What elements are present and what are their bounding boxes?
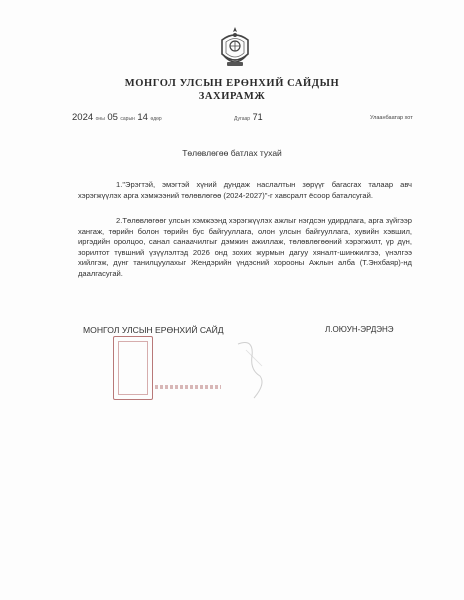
official-stamp-inner	[118, 341, 148, 395]
date-month-label: сарын	[120, 116, 135, 122]
paragraph-1: 1."Эрэгтэй, эмэгтэй хүний дундаж наслалтын зөрүүг багасгах талаар авч хэрэгжүүлэх арга хэмжээний төлөвлөгөө (2024-2027)"-г хавсралт ёсоор баталсугай.	[78, 180, 412, 200]
document-title: Төлөвлөгөө батлах тухай	[182, 148, 282, 158]
decree-number-value: 71	[252, 112, 263, 122]
official-stamp	[113, 336, 153, 400]
date-year: 2024	[72, 112, 94, 123]
signatory-title: МОНГОЛ УЛСЫН ЕРӨНХИЙ САЙД	[83, 325, 224, 335]
issuer-title: МОНГОЛ УЛСЫН ЕРӨНХИЙ САЙДЫН	[124, 78, 340, 89]
state-emblem-icon	[218, 26, 252, 70]
date-day-label: өдөр	[150, 116, 162, 122]
date-year-label: оны	[95, 116, 105, 122]
date-line	[72, 112, 162, 123]
document-type: ЗАХИРАМЖ	[198, 91, 266, 102]
date-month: 05	[107, 112, 118, 123]
stamp-text-line	[155, 385, 221, 389]
signature-mark	[232, 336, 272, 406]
decree-number	[234, 112, 263, 122]
decree-number-label: Дугаар	[234, 116, 251, 122]
issue-place: Улаанбаатар хот	[370, 115, 413, 121]
paragraph-2: 2.Төлөвлөгөөг улсын хэмжээнд хэрэгжүүлэх ажлыг нэгдсэн удирдлага, арга зүйгээр хангаж, төрийн болон төрийн бус байгууллага, олон улсын байгууллага, хувийн хэвшил, иргэдийн оролцоо, санал санаачилгыг дэмжин ажиллаж, төлөвлөгөөний хэрэгжилт, үр дүн, зорилтот түвшний үзүүлэлтэд 2026 онд зохих журмын дагуу хяналт-шинжилгээ, үнэлгээ хийлгэж, дүнг танилцуулахыг Жендэрийн үндэсний хорооны Ажлын алба (Т.Энхбаяр)-нд даалгасугай.	[78, 216, 412, 278]
date-day: 14	[137, 112, 148, 123]
signatory-name: Л.ОЮУН-ЭРДЭНЭ	[325, 325, 394, 334]
